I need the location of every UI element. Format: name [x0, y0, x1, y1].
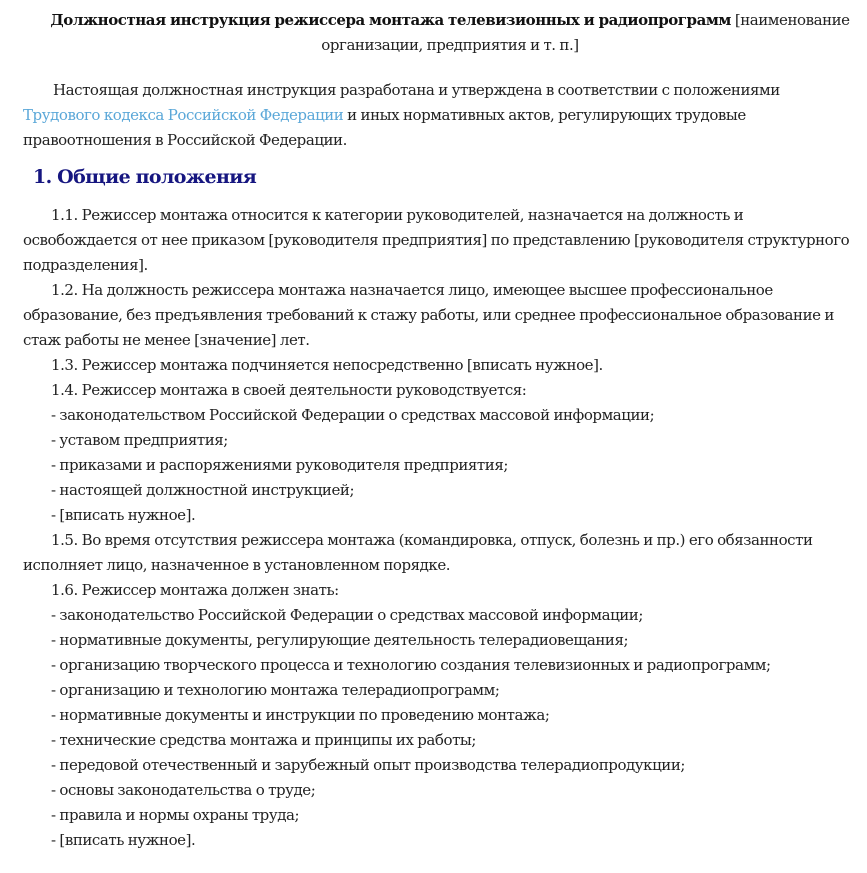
clause-paragraph: 1.3. Режиссер монтажа подчиняется непосредственно [вписать нужное].	[51, 356, 603, 374]
list-item: - организацию и технологию монтажа телерадиопрограмм;	[51, 681, 500, 699]
list-item: - [вписать нужное].	[51, 506, 196, 524]
document-title-bold: Должностная инструкция режиссера монтажа телевизионных и радиопрограмм	[50, 11, 731, 29]
list-item: - организацию творческого процесса и технологию создания телевизионных и радиопрограмм;	[51, 656, 771, 674]
list-item: - передовой отечественный и зарубежный опыт производства телерадиопродукции;	[51, 756, 686, 774]
clause-paragraph: 1.5. Во время отсутствия режиссера монтажа (командировка, отпуск, болезнь и пр.) его обязанности исполняет лицо, назначенное в установленном порядке.	[23, 531, 813, 574]
clause-paragraph: 1.1. Режиссер монтажа относится к категории руководителей, назначается на должность и освобождается от нее приказом [руководителя предприятия] по представлению [руководителя структурного подразделения].	[23, 206, 850, 274]
intro-text-after-link: и иных нормативных актов, регулирующих трудовые правоотношения в Российской Федерации.	[23, 106, 746, 149]
list-item: - нормативные документы, регулирующие деятельность телерадиовещания;	[51, 631, 629, 649]
list-item: - законодательство Российской Федерации о средствах массовой информации;	[51, 606, 643, 624]
clause-paragraph: 1.6. Режиссер монтажа должен знать:	[51, 581, 339, 599]
section-general-content	[23, 203, 867, 853]
intro-paragraph	[23, 78, 867, 153]
clause-paragraph: 1.4. Режиссер монтажа в своей деятельности руководствуется:	[51, 381, 527, 399]
document-page	[0, 8, 867, 853]
intro-text-before-link: Настоящая должностная инструкция разработана и утверждена в соответствии с положениями	[53, 81, 780, 99]
list-item: - законодательством Российской Федерации о средствах массовой информации;	[51, 406, 655, 424]
list-item: - нормативные документы и инструкции по проведению монтажа;	[51, 706, 550, 724]
list-item: - уставом предприятия;	[51, 431, 228, 449]
list-item: - технические средства монтажа и принципы их работы;	[51, 731, 477, 749]
list-item: - настоящей должностной инструкцией;	[51, 481, 355, 499]
labor-code-link[interactable]: Трудового кодекса Российской Федерации	[23, 106, 344, 124]
clause-paragraph: 1.2. На должность режиссера монтажа назначается лицо, имеющее высшее профессиональное образование, без предъявления требований к стажу работы, или среднее профессиональное образование и стаж работы не менее [значение] лет.	[23, 281, 834, 349]
section-heading-general: 1. Общие положения	[33, 166, 257, 188]
list-item: - [вписать нужное].	[51, 831, 196, 849]
list-item: - приказами и распоряжениями руководителя предприятия;	[51, 456, 508, 474]
list-item: - правила и нормы охраны труда;	[51, 806, 300, 824]
document-title-placeholder: [наименование организации, предприятия и т. п.]	[321, 11, 850, 54]
document-title	[43, 8, 857, 58]
list-item: - основы законодательства о труде;	[51, 781, 316, 799]
